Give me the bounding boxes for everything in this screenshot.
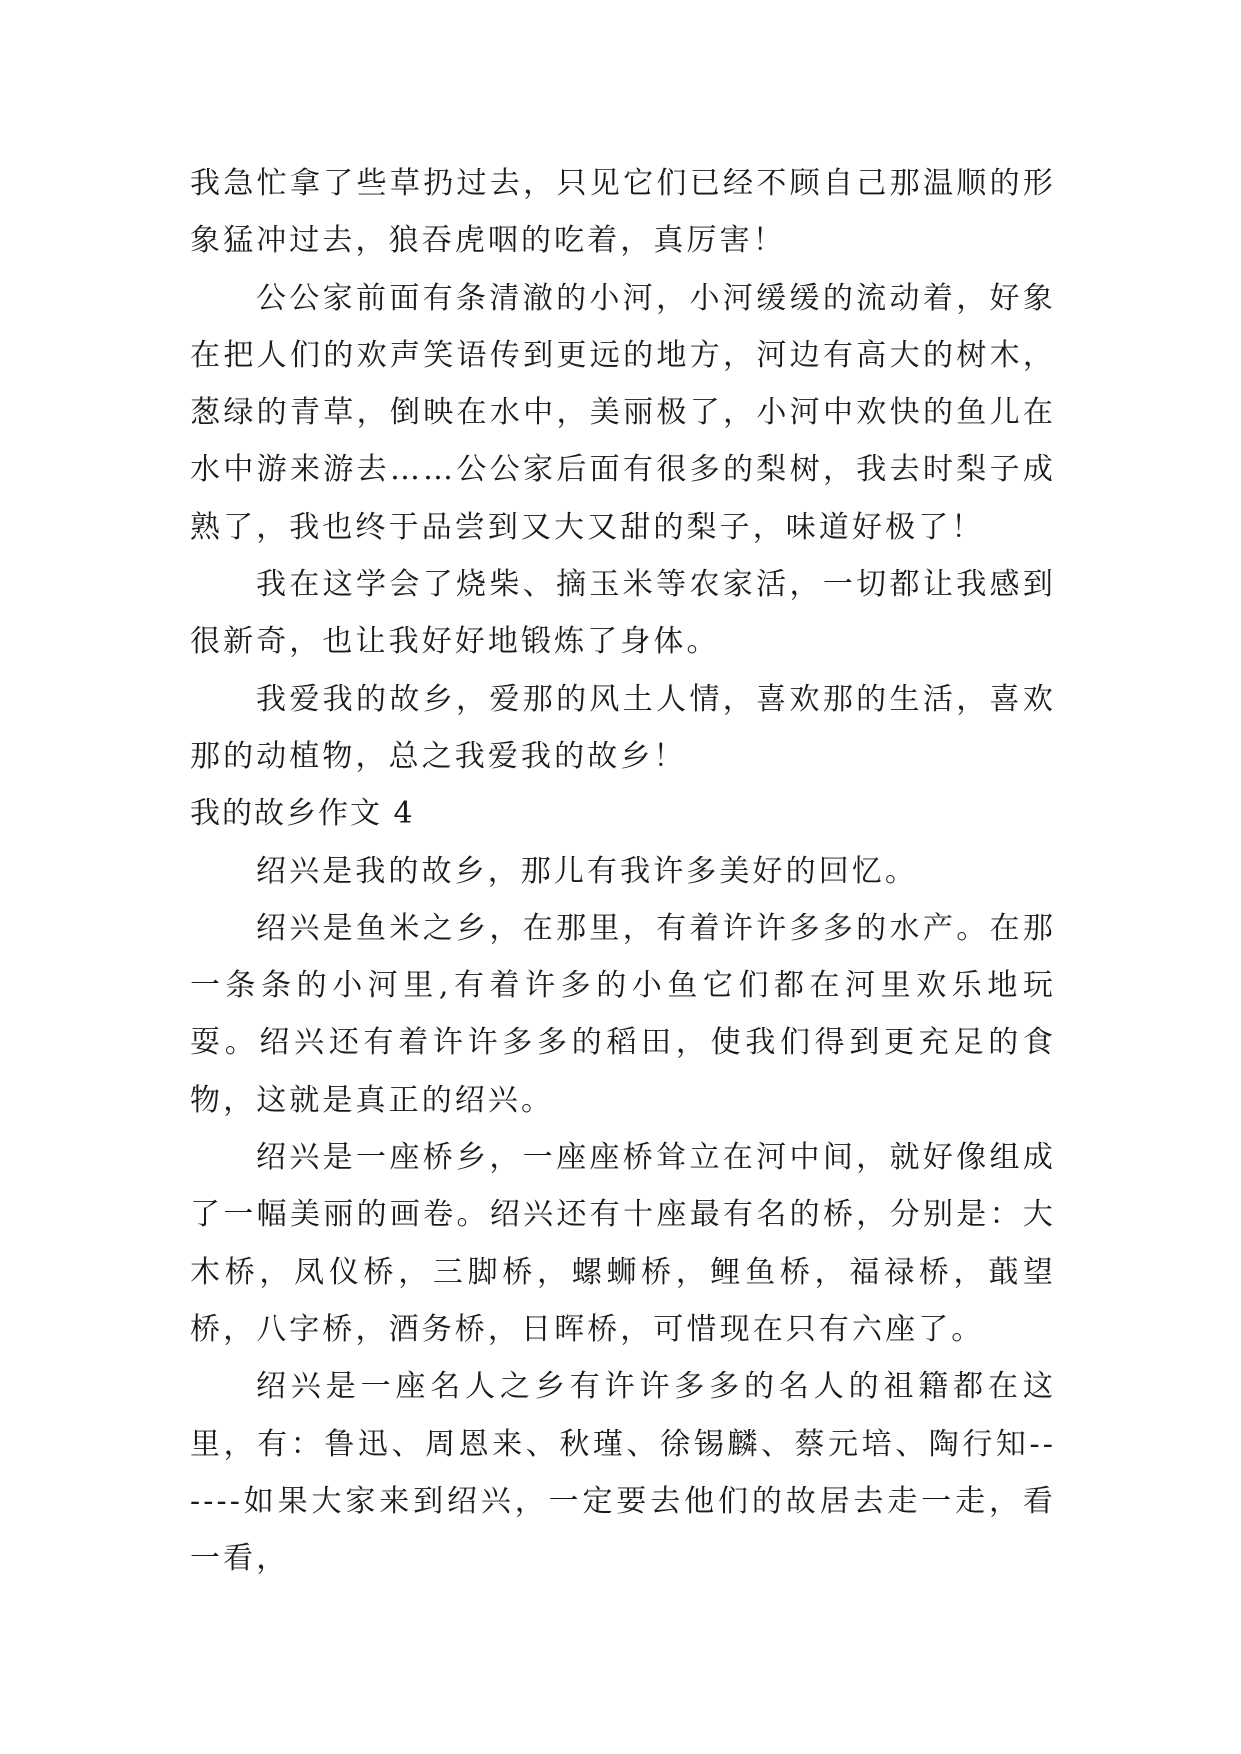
document-body — [190, 155, 1056, 1587]
paragraph: 绍兴是一座名人之乡有许许多多的名人的祖籍都在这里，有：鲁迅、周恩来、秋瑾、徐锡麟、蔡元培、陶行知------如果大家来到绍兴，一定要去他们的故居去走一走，看一看， — [190, 1369, 1056, 1577]
paragraph: 我急忙拿了些草扔过去，只见它们已经不顾自己那温顺的形象猛冲过去，狼吞虎咽的吃着，真厉害！ — [190, 166, 1056, 259]
paragraph: 绍兴是鱼米之乡，在那里，有着许许多多的水产。在那一条条的小河里,有着许多的小鱼它们都在河里欢乐地玩耍。绍兴还有着许许多多的稻田，使我们得到更充足的食物，这就是真正的绍兴。 — [190, 910, 1056, 1118]
paragraph: 绍兴是一座桥乡，一座座桥耸立在河中间，就好像组成了一幅美丽的画卷。绍兴还有十座最有名的桥，分别是：大木桥，凤仪桥，三脚桥，螺蛳桥，鲤鱼桥，福禄桥，蕺望桥，八字桥，酒务桥，日晖桥，可惜现在只有六座了。 — [190, 1140, 1056, 1347]
paragraph: 我爱我的故乡，爱那的风土人情，喜欢那的生活，喜欢那的动植物，总之我爱我的故乡！ — [190, 681, 1056, 774]
paragraph: 公公家前面有条清澈的小河，小河缓缓的流动着，好象在把人们的欢声笑语传到更远的地方，河边有高大的树木，葱绿的青草，倒映在水中，美丽极了，小河中欢快的鱼儿在水中游来游去……公公家后面有很多的梨树，我去时梨子成熟了，我也终于品尝到又大又甜的梨子，味道好极了！ — [190, 280, 1056, 545]
paragraph: 绍兴是我的故乡，那儿有我许多美好的回忆。 — [256, 853, 918, 889]
section-heading: 我的故乡作文 4 — [190, 796, 415, 832]
paragraph: 我在这学会了烧柴、摘玉米等农家活，一切都让我感到很新奇，也让我好好地锻炼了身体。 — [190, 567, 1056, 660]
